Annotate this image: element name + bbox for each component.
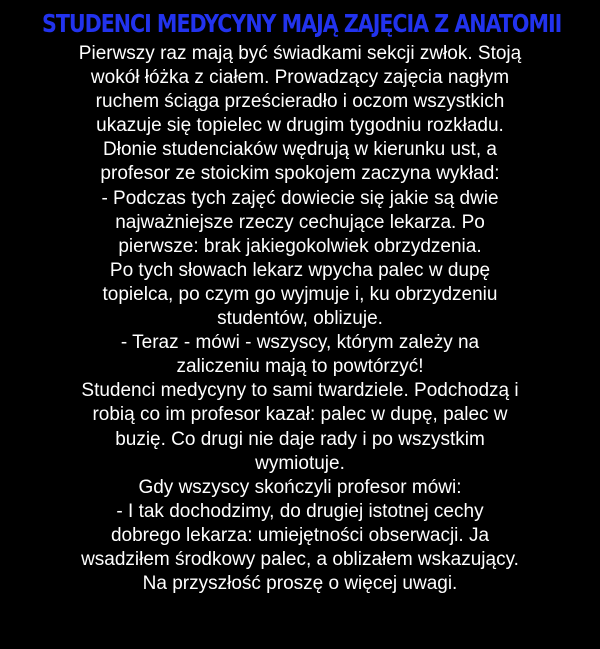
story-line: dobrego lekarza: umiejętności obserwacji. Ja [110, 524, 490, 546]
story-line: - Podczas tych zajęć dowiecie się jakie są dwie [101, 187, 499, 209]
story-line: Na przyszłość proszę o więcej uwagi. [142, 573, 458, 595]
story-line: wokół łóżka z ciałem. Prowadzący zajęcia nagłym [90, 67, 510, 89]
story-line: najważniejsze rzeczy cechujące lekarza. Po [115, 211, 485, 233]
story-line: robią co im profesor kazał: palec w dupę, palec w [92, 404, 508, 426]
story-line: zaliczeniu mają to powtórzyć! [176, 356, 424, 378]
story-line: Pierwszy raz mają być świadkami sekcji zwłok. Stoją [78, 43, 522, 64]
story-line: Studenci medycyny to sami twardziele. Podchodzą i [81, 380, 519, 402]
story-line: wsadziłem środkowy palec, a oblizałem wskazujący. [81, 548, 519, 570]
story-line: studentów, oblizuje. [217, 308, 383, 330]
story-line: wymiotuje. [255, 452, 345, 474]
story-line: buzię. Co drugi nie daje rady i po wszystkim [115, 428, 485, 450]
story-line: ruchem ściąga prześcieradło i oczom wszystkich [95, 91, 505, 113]
story-line: profesor ze stoickim spokojem zaczyna wykład: [100, 163, 500, 185]
story-line: - I tak dochodzimy, do drugiej istotnej cechy [116, 500, 484, 522]
story-line: Po tych słowach lekarz wpycha palec w dupę [109, 259, 491, 281]
story-line: Dłonie studenciaków wędrują w kierunku ust, a [103, 139, 497, 161]
story-line: Gdy wszyscy skończyli profesor mówi: [138, 476, 462, 498]
story-line: ukazuje się topielec w drugim tygodniu rozkładu. [96, 115, 504, 137]
story-text [14, 42, 586, 596]
story-line: - Teraz - mówi - wszyscy, którym zależy na [120, 332, 480, 354]
story-line: topielca, po czym go wyjmuje i, ku obrzydzeniu [102, 283, 498, 305]
story-line: pierwsze: brak jakiegokolwiek obrzydzenia. [118, 235, 482, 257]
meme-title: STUDENCI MEDYCYNY MAJĄ ZAJĘCIA Z ANATOMII [42, 9, 562, 39]
